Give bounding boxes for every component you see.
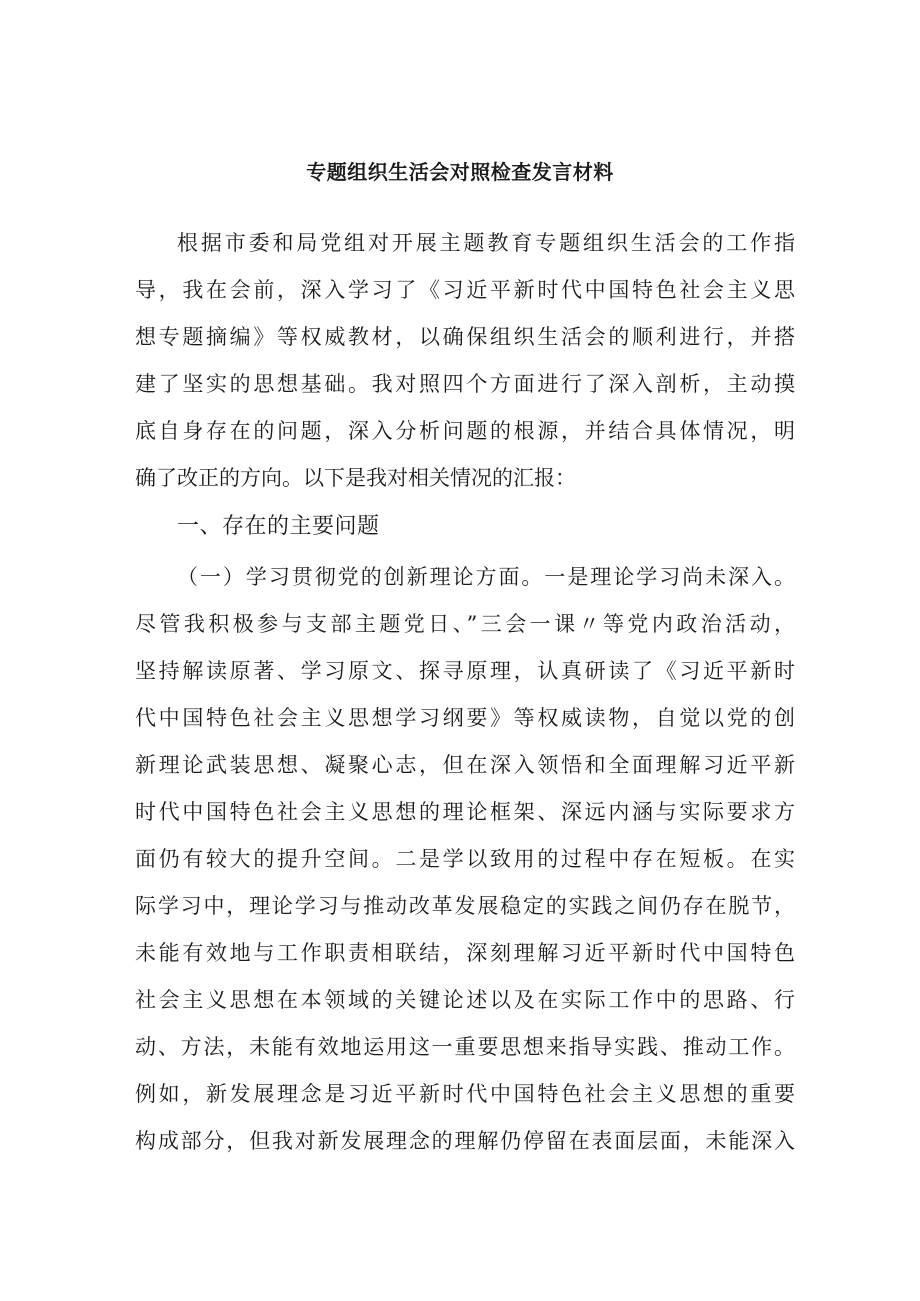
section-heading: 一、存在的主要问题 xyxy=(177,514,380,539)
section-line: 际学习中，理论学习与推动改革发展稳定的实践之间仍存在脱节， xyxy=(135,894,795,918)
document-title: 专题组织生活会对照检查发言材料 xyxy=(306,160,614,184)
section-line: 代中国特色社会主义思想学习纲要》等权威读物，自觉以党的创 xyxy=(135,706,795,730)
section-line: 例如，新发展理念是习近平新时代中国特色社会主义思想的重要 xyxy=(135,1082,795,1106)
section-line: 面仍有较大的提升空间。二是学以致用的过程中存在短板。在实 xyxy=(135,847,795,871)
intro-line: 底自身存在的问题，深入分析问题的根源，并结合具体情况，明 xyxy=(135,419,795,443)
section-line: 新理论武装思想、凝聚心志，但在深入领悟和全面理解习近平新 xyxy=(135,753,795,777)
intro-line: 导，我在会前，深入学习了《习近平新时代中国特色社会主义思 xyxy=(135,278,795,302)
section-line: 坚持解读原著、学习原文、探寻原理，认真研读了《习近平新时 xyxy=(135,659,795,683)
section-line: 未能有效地与工作职责相联结，深刻理解习近平新时代中国特色 xyxy=(135,941,795,965)
section-line: （一）学习贯彻党的创新理论方面。一是理论学习尚未深入。 xyxy=(177,565,795,589)
intro-line: 建了坚实的思想基础。我对照四个方面进行了深入剖析，主动摸 xyxy=(135,372,795,396)
section-line: 时代中国特色社会主义思想的理论框架、深远内涵与实际要求方 xyxy=(135,800,795,824)
intro-line: 根据市委和局党组对开展主题教育专题组织生活会的工作指 xyxy=(177,231,795,255)
section-line: 动、方法，未能有效地运用这一重要思想来指导实践、推动工作。 xyxy=(135,1035,795,1059)
intro-paragraph xyxy=(135,220,795,502)
section-paragraph xyxy=(135,554,795,1165)
section-line: 构成部分，但我对新发展理念的理解仍停留在表面层面，未能深入 xyxy=(135,1129,795,1153)
intro-line: 想专题摘编》等权威教材，以确保组织生活会的顺利进行，并搭 xyxy=(135,325,795,349)
section-line: 尽管我积极参与支部主题党日、”三会一课〃等党内政治活动， xyxy=(135,612,795,636)
intro-line: 确了改正的方向。以下是我对相关情况的汇报： xyxy=(135,466,576,490)
section-line: 社会主义思想在本领域的关键论述以及在实际工作中的思路、行 xyxy=(135,988,795,1012)
